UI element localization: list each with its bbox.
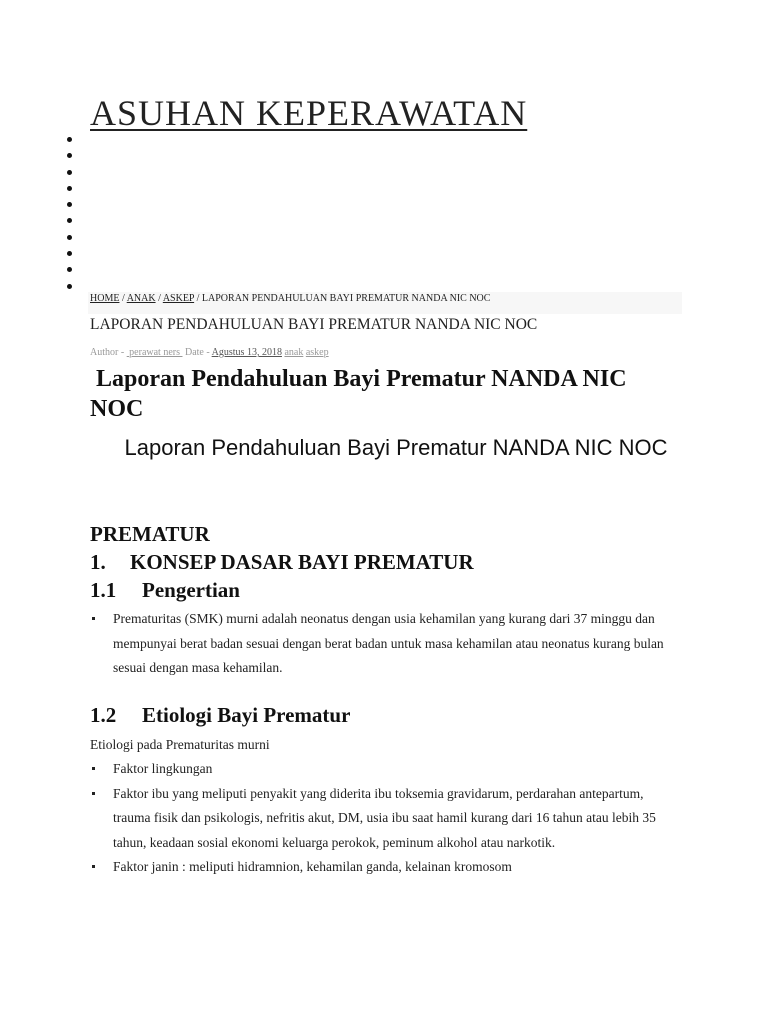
pengertian-list <box>90 607 683 681</box>
date-label: Date - <box>184 347 210 358</box>
post-heading: Laporan Pendahuluan Bayi Prematur NANDA NIC NOC <box>90 366 627 422</box>
heading-number: 1.2 <box>90 703 117 727</box>
etiologi-list <box>90 757 683 880</box>
list-item: Faktor ibu yang meliputi penyakit yang diderita ibu toksemia gravidarum, perdarahan antepartum, trauma fisik dan psikologis, nefritis akut, DM, usia ibu saat hamil kurang dari 16 tahun atau lebih 35 tahun, keadaan sosial ekonomi keluarga perokok, peminum alkohol atau narkotik. <box>90 782 683 856</box>
section-label: PREMATUR <box>90 522 210 546</box>
breadcrumb-current: LAPORAN PENDAHULUAN BAYI PREMATUR NANDA NIC NOC <box>201 293 491 304</box>
heading-number: 1.1 <box>90 578 117 602</box>
etiologi-intro: Etiologi pada Prematuritas murni <box>90 737 270 752</box>
list-item: Faktor janin : meliputi hidramnion, kehamilan ganda, kelainan kromosom <box>90 855 683 880</box>
heading-text: Etiologi Bayi Prematur <box>142 703 351 727</box>
heading-text: Pengertian <box>142 578 240 602</box>
list-item: Faktor lingkungan <box>90 757 683 782</box>
breadcrumb-separator: / <box>121 293 125 304</box>
breadcrumb <box>88 292 682 314</box>
breadcrumb-anak-link[interactable]: ANAK <box>126 293 156 304</box>
breadcrumb-home-link[interactable]: HOME <box>90 293 120 304</box>
author-link[interactable]: perawat ners <box>129 347 180 358</box>
post-title: LAPORAN PENDAHULUAN BAYI PREMATUR NANDA NIC NOC <box>90 316 538 333</box>
author-label: Author - <box>90 347 125 358</box>
heading-konsep-dasar <box>90 550 474 575</box>
post-meta <box>90 347 329 358</box>
breadcrumb-separator: / <box>158 293 161 304</box>
heading-number: 1. <box>90 550 106 574</box>
post-featured-image: Laporan Pendahuluan Bayi Prematur NANDA NIC NOC <box>124 435 668 460</box>
site-title[interactable]: ASUHAN KEPERAWATAN <box>90 93 528 133</box>
tag-link-anak[interactable]: anak <box>284 347 304 358</box>
heading-pengertian <box>90 578 240 603</box>
breadcrumb-separator: / <box>196 293 200 304</box>
breadcrumb-askep-link[interactable]: ASKEP <box>162 293 195 304</box>
tag-link-askep[interactable]: askep <box>305 347 329 358</box>
date-link[interactable]: Agustus 13, 2018 <box>211 347 282 358</box>
heading-etiologi <box>90 703 350 728</box>
heading-text: KONSEP DASAR BAYI PREMATUR <box>130 550 474 574</box>
list-item: Prematuritas (SMK) murni adalah neonatus dengan usia kehamilan yang kurang dari 37 minggu dan mempunyai berat badan sesuai dengan berat badan untuk masa kehamilan atau neonatus kurang bulan sesuai dengan masa kehamilan. <box>90 607 683 681</box>
